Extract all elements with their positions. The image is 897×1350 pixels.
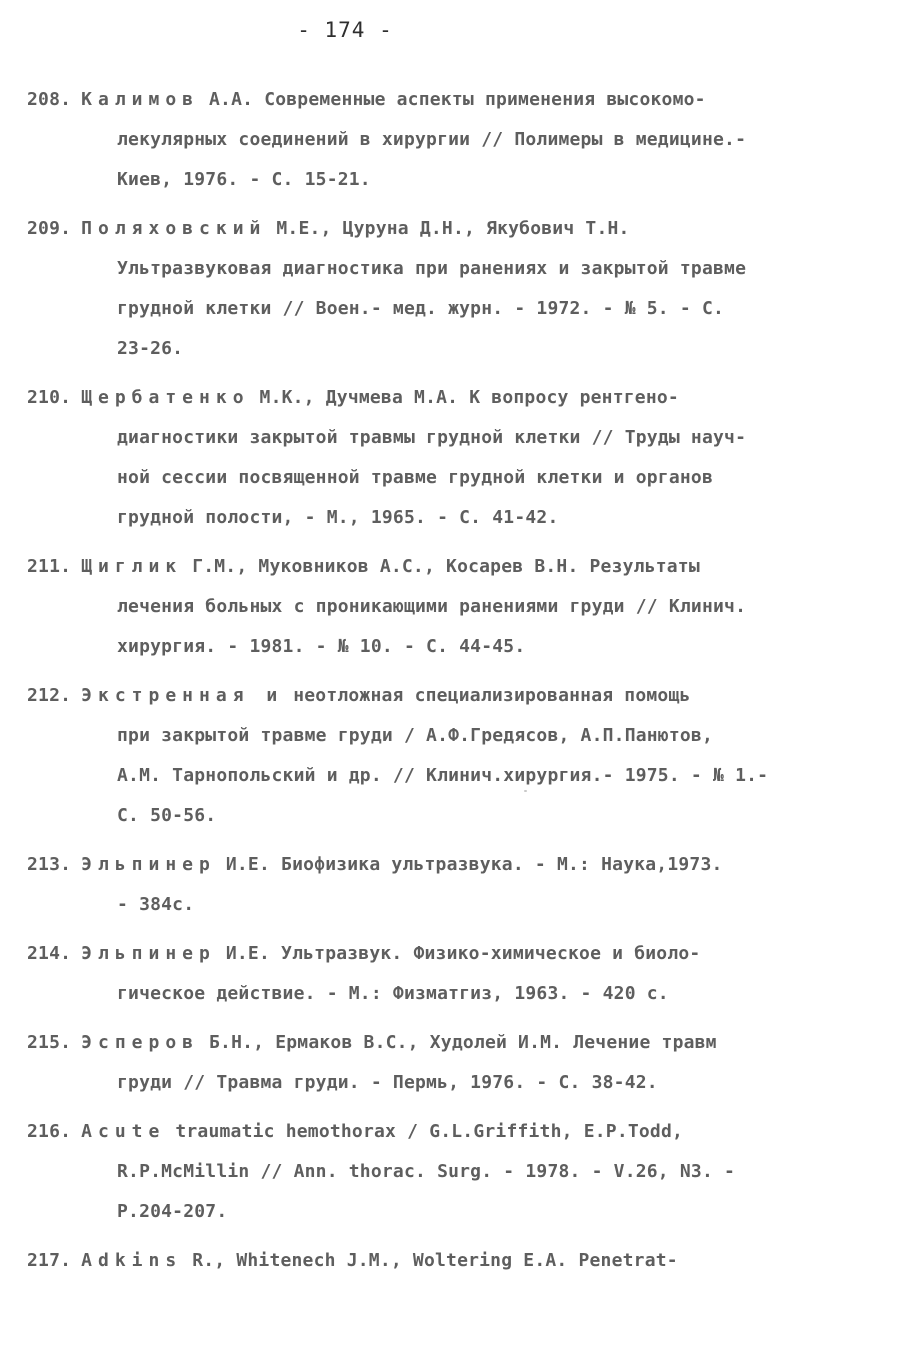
entry-continuation-line: - 384с. — [117, 894, 195, 915]
entry-number: 217. — [27, 1250, 72, 1271]
bibliography-entry — [0, 934, 897, 1014]
entry-text: R., Whitenech J.M., Woltering E.A. Penetrat- — [192, 1250, 678, 1271]
bibliography-entry — [0, 1112, 897, 1232]
entry-continuation-line: при закрытой травме груди / А.Ф.Гредясов, А.П.Панютов, — [117, 725, 713, 746]
bibliography-entry — [0, 1241, 897, 1281]
entry-text: неотложная специализированная помощь — [293, 685, 691, 706]
entry-continuation-line: груди // Травма груди. - Пермь, 1976. - С. 38-42. — [117, 1072, 658, 1093]
entry-author: Adkins — [81, 1250, 183, 1271]
entry-number: 213. — [27, 854, 72, 875]
entry-author: Эльпинер — [81, 854, 216, 875]
entry-first-line — [0, 1241, 897, 1281]
entry-first-line — [0, 547, 897, 587]
entry-first-line — [0, 209, 897, 249]
bibliography-entry — [0, 845, 897, 925]
bibliography-entry — [0, 676, 897, 836]
entry-continuation-line: А.М. Тарнопольский и др. // Клинич.хирургия.- 1975. - № 1.- — [117, 765, 769, 786]
bibliography-list — [0, 80, 897, 1290]
bibliography-entry — [0, 1023, 897, 1103]
entry-continuation-line: лекулярных соединений в хирургии // Полимеры в медицине.- — [117, 129, 747, 150]
entry-number: 208. — [27, 89, 72, 110]
entry-continuation-line: грудной клетки // Воен.- мед. журн. - 1972. - № 5. - С. — [117, 298, 725, 319]
entry-number: 210. — [27, 387, 72, 408]
entry-continuation-line: 23-26. — [117, 338, 184, 359]
entry-continuation-line: P.204-207. — [117, 1201, 228, 1222]
entry-author: Щербатенко — [81, 387, 250, 408]
entry-author: Acute — [81, 1121, 166, 1142]
entry-continuation-line: гическое действие. - М.: Физматгиз, 1963. - 420 с. — [117, 983, 669, 1004]
entry-first-line — [0, 676, 897, 716]
entry-author: Калимов — [81, 89, 200, 110]
entry-text: М.К., Дучмева М.А. К вопросу рентгено- — [259, 387, 679, 408]
entry-number: 214. — [27, 943, 72, 964]
entry-text: А.А. Современные аспекты применения высокомо- — [209, 89, 706, 110]
entry-author: Эльпинер — [81, 943, 216, 964]
entry-author: Поляховский — [81, 218, 267, 239]
entry-first-line — [0, 845, 897, 885]
entry-text: И.Е. Биофизика ультразвука. - М.: Наука,1973. — [225, 854, 723, 875]
entry-first-line — [0, 1023, 897, 1063]
entry-text: traumatic hemothorax / G.L.Griffith, E.P.Todd, — [175, 1121, 684, 1142]
entry-continuation-line: С. 50-56. — [117, 805, 217, 826]
entry-author: Эсперов — [81, 1032, 200, 1053]
entry-number: 216. — [27, 1121, 72, 1142]
bibliography-entry — [0, 378, 897, 538]
entry-continuation-line: хирургия. - 1981. - № 10. - С. 44-45. — [117, 636, 526, 657]
entry-number: 212. — [27, 685, 72, 706]
entry-text: М.Е., Цуруна Д.Н., Якубович Т.Н. — [276, 218, 630, 239]
page-number: - 174 - — [297, 18, 393, 42]
entry-text: И.Е. Ультразвук. Физико-химическое и биоло- — [225, 943, 701, 964]
entry-continuation-line: диагностики закрытой травмы грудной клетки // Труды науч- — [117, 427, 747, 448]
entry-first-line — [0, 1112, 897, 1152]
entry-number: 215. — [27, 1032, 72, 1053]
bibliography-entry — [0, 547, 897, 667]
entry-author: Щиглик — [81, 556, 183, 577]
entry-continuation-line: Ультразвуковая диагностика при ранениях и закрытой травме — [117, 258, 747, 279]
entry-text: Г.М., Муковников А.С., Косарев В.Н. Результаты — [192, 556, 700, 577]
entry-first-line — [0, 80, 897, 120]
entry-first-line — [0, 378, 897, 418]
entry-continuation-line: грудной полости, - М., 1965. - С. 41-42. — [117, 507, 559, 528]
entry-author: Экстренная и — [81, 685, 284, 706]
entry-continuation-line: ной сессии посвященной травме грудной клетки и органов — [117, 467, 713, 488]
entry-continuation-line: лечения больных с проникающими ранениями груди // Клинич. — [117, 596, 747, 617]
entry-continuation-line: Киев, 1976. - С. 15-21. — [117, 169, 371, 190]
entry-continuation-line: R.P.McMillin // Ann. thorac. Surg. - 1978. - V.26, N3. - — [117, 1161, 736, 1182]
bibliography-entry — [0, 80, 897, 200]
entry-text: Б.Н., Ермаков В.С., Худолей И.М. Лечение травм — [209, 1032, 717, 1053]
paper-speck — [524, 790, 527, 792]
entry-number: 209. — [27, 218, 72, 239]
entry-number: 211. — [27, 556, 72, 577]
entry-first-line — [0, 934, 897, 974]
bibliography-entry — [0, 209, 897, 369]
